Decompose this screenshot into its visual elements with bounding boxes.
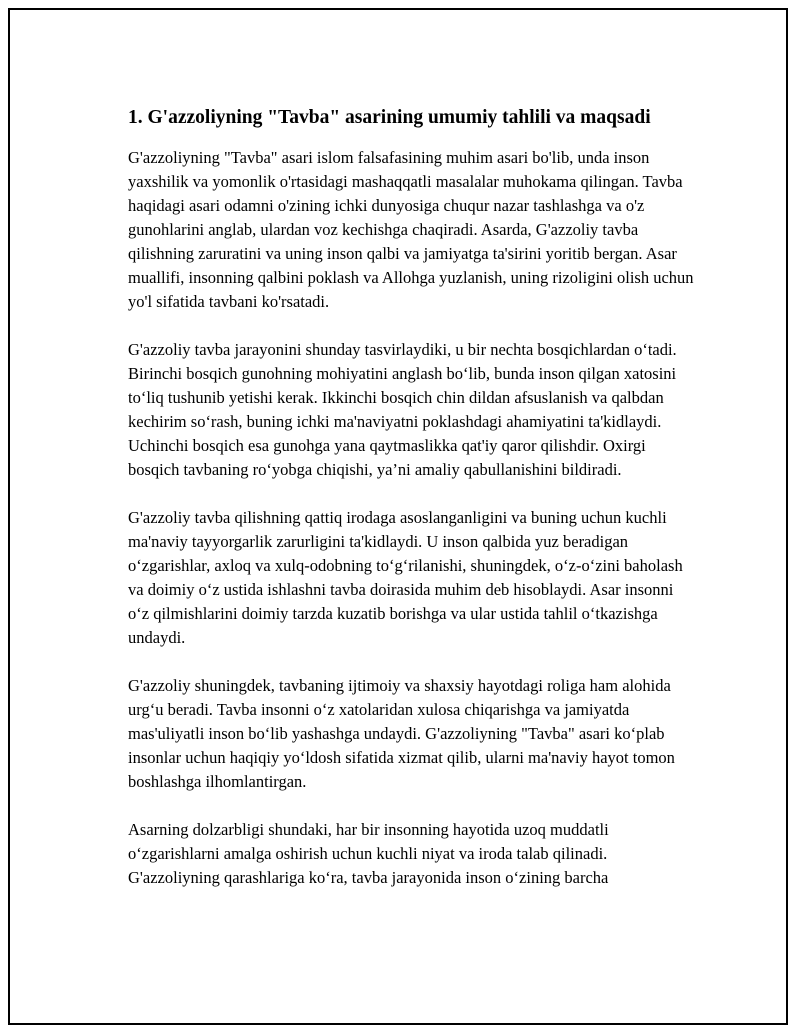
section-heading: 1. G'azzoliyning "Tavba" asarining umumiy tahlili va maqsadi <box>128 107 651 128</box>
document-body <box>128 106 698 914</box>
paragraph-5: Asarning dolzarbligi shundaki, har bir insonning hayotida uzoq muddatli o‘zgarishlarni amalga oshirish uchun kuchli niyat va iroda talab qilinadi. G'azzoliyning qarashlariga ko‘ra, tavba jarayonida inson o‘zining barcha <box>128 820 609 887</box>
paragraph-3: G'azzoliy tavba qilishning qattiq irodaga asoslanganligini va buning uchun kuchli ma'naviy tayyorgarlik zarurligini ta'kidlaydi. U inson qalbida yuz beradigan o‘zgarishlar, axloq va xulq-odobning to‘g‘rilanishi, shuningdek, o‘z-o‘zini baholash va doimiy o‘z ustida ishlashni tavba doirasida muhim deb hisoblaydi. Asar insonni o‘z qilmishlarini doimiy tarzda kuzatib borishga va ular ustida tahlil o‘tkazishga undaydi. <box>128 508 683 647</box>
paragraph-1: G'azzoliyning "Tavba" asari islom falsafasining muhim asari bo'lib, unda inson yaxshilik va yomonlik o'rtasidagi mashaqqatli masalalar muhokama qilingan. Tavba haqidagi asari odamni o'zining ichki dunyosiga chuqur nazar tashlashga va o'z gunohlarini anglab, ulardan voz kechishga chaqiradi. Asarda, G'azzoliy tavba qilishning zaruratini va uning inson qalbi va jamiyatga ta'sirini yoritib bergan. Asar muallifi, insonning qalbini poklash va Allohga yuzlanish, uning rizoligini olish uchun yo'l sifatida tavbani ko'rsatadi. <box>128 148 694 311</box>
paragraph-2: G'azzoliy tavba jarayonini shunday tasvirlaydiki, u bir nechta bosqichlardan o‘tadi. Birinchi bosqich gunohning mohiyatini anglash bo‘lib, bunda inson qilgan xatosini to‘liq tushunib yetishi kerak. Ikkinchi bosqich chin dildan afsuslanish va qalbdan kechirim so‘rash, buning ichki ma'naviyatni poklashdagi ahamiyatini ta'kidlaydi. Uchinchi bosqich esa gunohga yana qaytmaslikka qat'iy qaror qilishdir. Oxirgi bosqich tavbaning ro‘yobga chiqishi, ya’ni amaliy qabullanishini bildiradi. <box>128 340 677 479</box>
page-frame <box>8 8 788 1025</box>
paragraph-4: G'azzoliy shuningdek, tavbaning ijtimoiy va shaxsiy hayotdagi roliga ham alohida urg‘u beradi. Tavba insonni o‘z xatolaridan xulosa chiqarishga va jamiyatda mas'uliyatli inson bo‘lib yashashga undaydi. G'azzoliyning "Tavba" asari ko‘plab insonlar uchun haqiqiy yo‘ldosh sifatida xizmat qilib, ularni ma'naviy hayot tomon boshlashga ilhomlantirgan. <box>128 676 675 791</box>
